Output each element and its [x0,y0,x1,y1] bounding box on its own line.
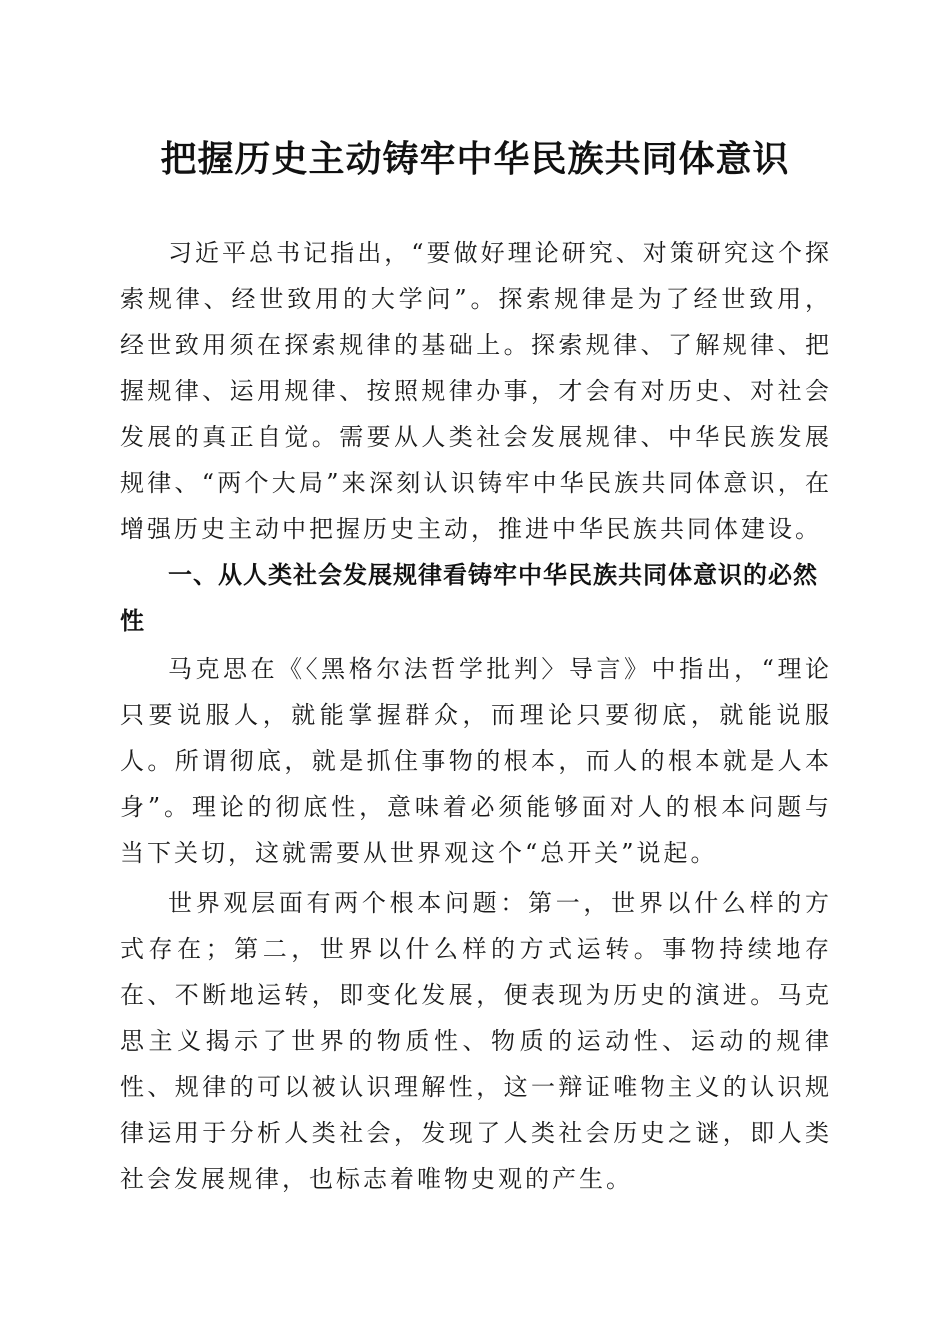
intro-paragraph: 习近平总书记指出，“要做好理论研究、对策研究这个探索规律、经世致用的大学问”。探索规律是为了经世致用，经世致用须在探索规律的基础上。探索规律、了解规律、把握规律、运用规律、按照规律办事，才会有对历史、对社会发展的真正自觉。需要从人类社会发展规律、中华民族发展规律、“两个大局”来深刻认识铸牢中华民族共同体意识，在增强历史主动中把握历史主动，推进中华民族共同体建设。 [120,239,832,543]
marx-quote-paragraph: 马克思在《〈黑格尔法哲学批判〉导言》中指出，“理论只要说服人，就能掌握群众，而理论只要彻底，就能说服人。所谓彻底，就是抓住事物的根本，而人的根本就是人本身”。理论的彻底性，意味着必须能够面对人的根本问题与当下关切，这就需要从世界观这个“总开关”说起。 [120,655,832,867]
document-title: 把握历史主动铸牢中华民族共同体意识 [160,138,790,180]
section-heading: 一、从人类社会发展规律看铸牢中华民族共同体意识的必然性 [120,561,818,635]
worldview-paragraph: 世界观层面有两个根本问题：第一，世界以什么样的方式存在；第二，世界以什么样的方式运转。事物持续地存在、不断地运转，即变化发展，便表现为历史的演进。马克思主义揭示了世界的物质性、物质的运动性、运动的规律性、规律的可以被认识理解性，这一辩证唯物主义的认识规律运用于分析人类社会，发现了人类社会历史之谜，即人类社会发展规律，也标志着唯物史观的产生。 [120,889,832,1193]
document-body [120,230,832,1202]
